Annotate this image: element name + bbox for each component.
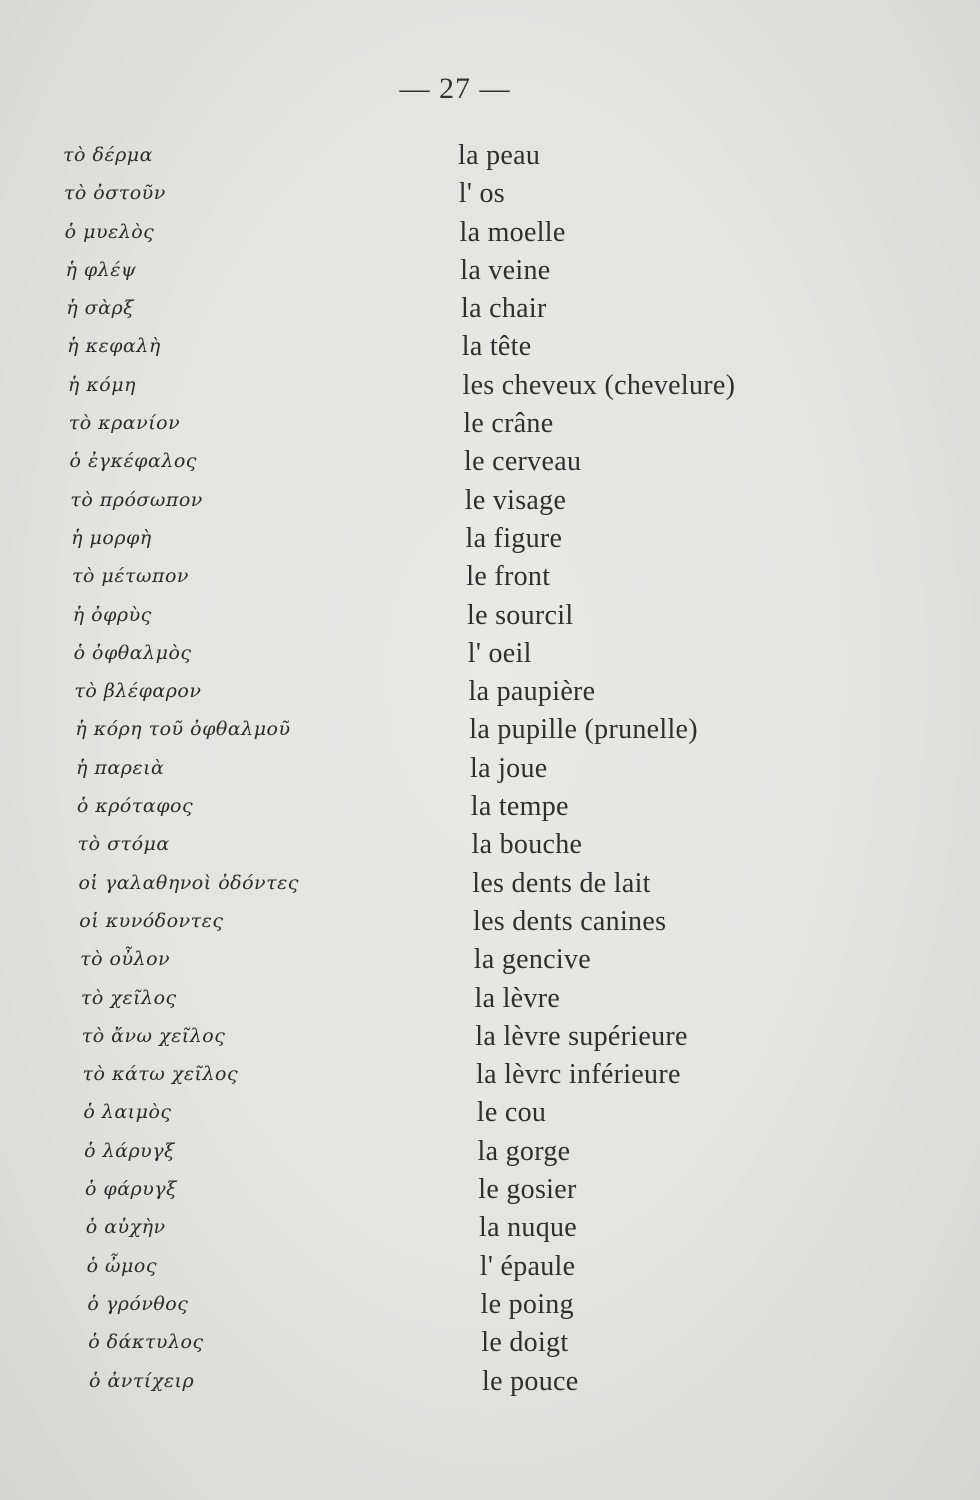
french-term: les cheveux (chevelure) [462, 369, 736, 401]
greek-term: ὁ ἀντίχειρ [89, 1369, 195, 1392]
french-term: la bouche [471, 829, 583, 861]
greek-term: οἱ γαλαθηνοὶ ὀδόντες [78, 871, 299, 894]
french-term: la moelle [459, 216, 566, 248]
french-term: la joue [470, 752, 548, 784]
vocabulary-entry [0, 178, 980, 216]
vocabulary-entry [0, 255, 980, 293]
greek-term: ὁ δάκτυλος [88, 1331, 204, 1354]
french-term: la tempe [470, 791, 569, 823]
greek-term: ὁ λάρυγξ [84, 1139, 176, 1162]
vocabulary-entry [0, 1174, 980, 1212]
vocabulary-entry [0, 140, 980, 178]
vocabulary-entry [0, 1097, 980, 1135]
french-term: la lèvrc inférieure [476, 1059, 681, 1091]
vocabulary-entry [0, 983, 980, 1021]
french-term: la nuque [479, 1212, 578, 1244]
french-term: la tête [461, 331, 532, 363]
french-term: l' épaule [479, 1250, 576, 1282]
vocabulary-entry [0, 1327, 980, 1365]
vocabulary-entry [0, 1212, 980, 1250]
french-term: la gencive [473, 944, 592, 976]
vocabulary-entry [0, 331, 980, 369]
greek-term: τὸ βλέφαρον [74, 680, 202, 703]
greek-term: ὁ ὀφθαλμὸς [73, 641, 192, 664]
french-term: les dents canines [473, 905, 667, 937]
greek-term: τὸ κρανίον [68, 412, 181, 435]
vocabulary-entry [0, 370, 980, 408]
french-term: le gosier [478, 1174, 577, 1206]
vocabulary-entry [0, 1251, 980, 1289]
vocabulary-entry [0, 1289, 980, 1327]
french-term: la lèvre supérieure [475, 1020, 688, 1052]
greek-term: τὸ δέρμα [63, 144, 153, 166]
french-term: les dents de lait [472, 867, 651, 899]
vocabulary-entry [0, 906, 980, 944]
greek-term: ἡ κεφαλὴ [67, 335, 161, 358]
french-term: l' os [458, 178, 505, 210]
vocabulary-entry [0, 829, 980, 867]
vocabulary-entry [0, 714, 980, 752]
french-term: la peau [458, 140, 541, 171]
vocabulary-entry [0, 523, 980, 561]
greek-term: ὁ λαιμὸς [83, 1101, 172, 1124]
vocabulary-entry [0, 1059, 980, 1097]
greek-term: ἡ φλέψ [65, 258, 137, 281]
vocabulary-entry [0, 868, 980, 906]
vocabulary-entry [0, 944, 980, 982]
vocabulary-entry [0, 1366, 980, 1404]
greek-term: τὸ πρόσωπον [70, 488, 203, 511]
french-term: le cerveau [464, 446, 582, 478]
greek-term: ὁ ὦμος [86, 1254, 157, 1277]
greek-term: ὁ φάρυγξ [84, 1178, 178, 1201]
french-term: le poing [480, 1288, 574, 1320]
greek-term: οἱ κυνόδοντες [79, 909, 224, 932]
french-term: l' oeil [467, 637, 532, 669]
french-term: la pupille (prunelle) [469, 714, 698, 746]
greek-term: ἡ κόρη τοῦ ὀφθαλμοῦ [75, 718, 291, 741]
greek-term: ὁ γρόνθος [87, 1292, 189, 1315]
french-term: le doigt [481, 1327, 569, 1359]
greek-term: ἡ ὀφρὺς [72, 603, 152, 626]
greek-term: τὸ οὖλον [80, 948, 171, 971]
french-term: la paupière [468, 676, 596, 708]
french-term: la veine [460, 254, 551, 286]
page-number: — 27 — [399, 72, 511, 105]
vocabulary-entry [0, 753, 980, 791]
greek-term: τὸ στόμα [77, 833, 170, 856]
vocabulary-entry [0, 638, 980, 676]
french-term: la chair [461, 293, 547, 325]
french-term: le sourcil [467, 599, 574, 631]
vocabulary-entry [0, 217, 980, 255]
greek-term: ὁ ἐγκέφαλος [69, 450, 197, 473]
french-term: le crâne [463, 408, 554, 440]
vocabulary-entry [0, 1136, 980, 1174]
greek-term: ὁ αὐχὴν [85, 1216, 166, 1239]
greek-term: τὸ χεῖλος [80, 986, 177, 1009]
greek-term: ἡ σὰρξ [66, 297, 135, 320]
french-term: le pouce [482, 1365, 579, 1397]
greek-term: ἡ μορφὴ [71, 526, 152, 549]
french-term: la lèvre [474, 982, 561, 1014]
greek-term: ἡ παρειὰ [76, 756, 165, 779]
vocabulary-entry [0, 293, 980, 331]
french-term: le cou [476, 1097, 547, 1129]
vocabulary-entry [0, 676, 980, 714]
greek-term: ὁ μυελὸς [64, 220, 155, 243]
french-term: la gorge [477, 1135, 571, 1167]
greek-term: τὸ ἄνω χεῖλος [81, 1024, 226, 1047]
vocabulary-entry [0, 600, 980, 638]
vocabulary-entry [0, 485, 980, 523]
greek-term: ὁ κρόταφος [76, 795, 194, 818]
greek-term: τὸ μέτωπον [71, 565, 189, 588]
vocabulary-entry [0, 446, 980, 484]
vocabulary-entry [0, 1021, 980, 1059]
greek-term: τὸ ὀστοῦν [63, 182, 166, 205]
vocabulary-entry [0, 408, 980, 446]
vocabulary-entry [0, 791, 980, 829]
french-term: le visage [464, 484, 567, 516]
greek-term: ἡ κόμη [67, 373, 136, 396]
french-term: le front [466, 561, 551, 593]
vocabulary-entry [0, 561, 980, 599]
greek-term: τὸ κάτω χεῖλος [82, 1063, 239, 1086]
vocabulary-list [0, 140, 980, 1404]
french-term: la figure [465, 522, 563, 554]
